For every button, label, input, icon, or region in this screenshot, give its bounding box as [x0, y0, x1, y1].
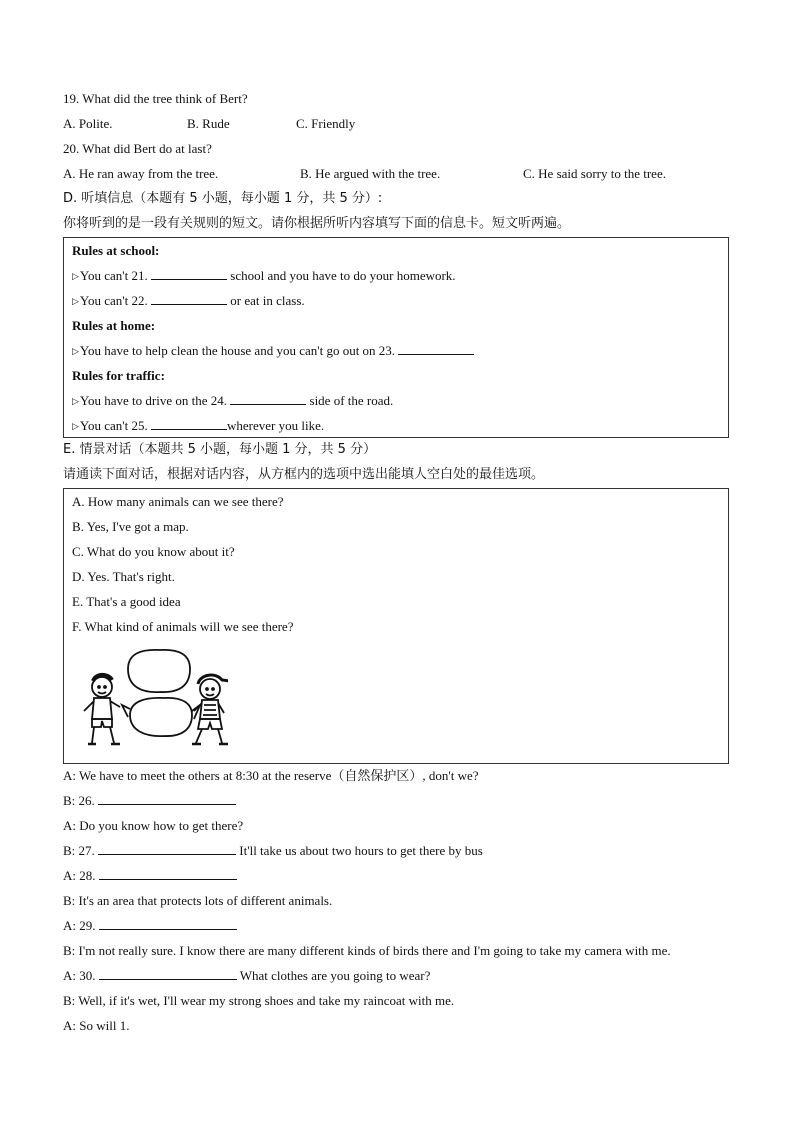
- blank-24[interactable]: [230, 392, 306, 405]
- triangle-bullet-icon: ▷: [72, 346, 79, 356]
- traffic-rule-1: ▷You have to drive on the 24. side of the road.: [72, 393, 394, 408]
- blank-28[interactable]: [99, 867, 237, 880]
- blank-29[interactable]: [99, 917, 237, 930]
- speech-bubble-top: [128, 650, 190, 692]
- options-box: [63, 488, 729, 764]
- home-rules-title: Rules at home:: [72, 318, 156, 333]
- traffic-rules-title: Rules for traffic:: [72, 368, 165, 383]
- dialogue-line-27: B: 27. It'll take us about two hours to get there by bus: [63, 843, 483, 858]
- dialogue-line-12: A: So will 1.: [63, 1018, 130, 1033]
- option-e: E. That's a good idea: [72, 594, 181, 609]
- section-e-heading: E. 情景对话（本题共 5 小题，每小题 1 分，共 5 分）: [63, 442, 377, 457]
- section-e-instruction: 请通读下面对话，根据对话内容，从方框内的选项中选出能填人空白处的最佳选项。: [63, 467, 545, 482]
- triangle-bullet-icon: ▷: [72, 396, 79, 406]
- blank-27[interactable]: [98, 842, 236, 855]
- question-20: 20. What did Bert do at last?: [63, 141, 212, 156]
- dialogue-line-6: B: It's an area that protects lots of different animals.: [63, 893, 333, 908]
- q19-option-a: A. Polite.: [63, 116, 113, 131]
- dialogue-line-29: A: 29.: [63, 917, 237, 935]
- info-card: [63, 237, 729, 438]
- q19-option-c: C. Friendly: [296, 116, 356, 131]
- q20-option-c: C. He said sorry to the tree.: [523, 166, 666, 181]
- blank-30[interactable]: [99, 967, 237, 980]
- dialogue-line-26: B: 26.: [63, 792, 236, 810]
- dialogue-line-11: B: Well, if it's wet, I'll wear my strong shoes and take my raincoat with me.: [63, 993, 455, 1008]
- q20-option-a: A. He ran away from the tree.: [63, 166, 219, 181]
- dialogue-line-1: A: We have to meet the others at 8:30 at the reserve（自然保护区）, don't we?: [63, 768, 479, 783]
- school-rule-2: ▷You can't 22. or eat in class.: [72, 293, 305, 308]
- question-19: 19. What did the tree think of Bert?: [63, 91, 248, 106]
- triangle-bullet-icon: ▷: [72, 296, 79, 306]
- section-d-instruction: 你将听到的是一段有关规则的短文。请你根据所听内容填写下面的信息卡。短文听两遍。: [63, 216, 571, 231]
- blank-21[interactable]: [151, 267, 227, 280]
- option-d: D. Yes. That's right.: [72, 569, 175, 584]
- q19-option-b: B. Rude: [187, 116, 230, 131]
- blank-22[interactable]: [151, 292, 227, 305]
- option-c: C. What do you know about it?: [72, 544, 235, 559]
- option-b: B. Yes, I've got a map.: [72, 519, 189, 534]
- school-rule-1: ▷You can't 21. school and you have to do your homework.: [72, 268, 456, 283]
- speech-bubble-bottom: [130, 698, 192, 736]
- dialogue-line-28: A: 28.: [63, 867, 237, 885]
- option-f: F. What kind of animals will we see there?: [72, 619, 294, 634]
- dialogue-line-8: B: I'm not really sure. I know there are many different kinds of birds there and I'm going to take my camera with me.: [63, 943, 671, 958]
- blank-25[interactable]: [151, 417, 227, 430]
- blank-26[interactable]: [98, 792, 236, 805]
- dialogue-line-3: A: Do you know how to get there?: [63, 818, 244, 833]
- section-d-heading: D. 听填信息（本题有 5 小题，每小题 1 分，共 5 分）:: [63, 191, 383, 206]
- two-boys-talking-illustration: [80, 647, 228, 749]
- q20-option-b: B. He argued with the tree.: [300, 166, 441, 181]
- traffic-rule-2: ▷You can't 25. wherever you like.: [72, 418, 325, 433]
- option-a: A. How many animals can we see there?: [72, 494, 284, 509]
- triangle-bullet-icon: ▷: [72, 421, 79, 431]
- triangle-bullet-icon: ▷: [72, 271, 79, 281]
- dialogue-line-30: A: 30. What clothes are you going to wear?: [63, 968, 431, 983]
- school-rules-title: Rules at school:: [72, 243, 160, 258]
- home-rule-1: ▷You have to help clean the house and you can't go out on 23.: [72, 342, 474, 361]
- blank-23[interactable]: [398, 342, 474, 355]
